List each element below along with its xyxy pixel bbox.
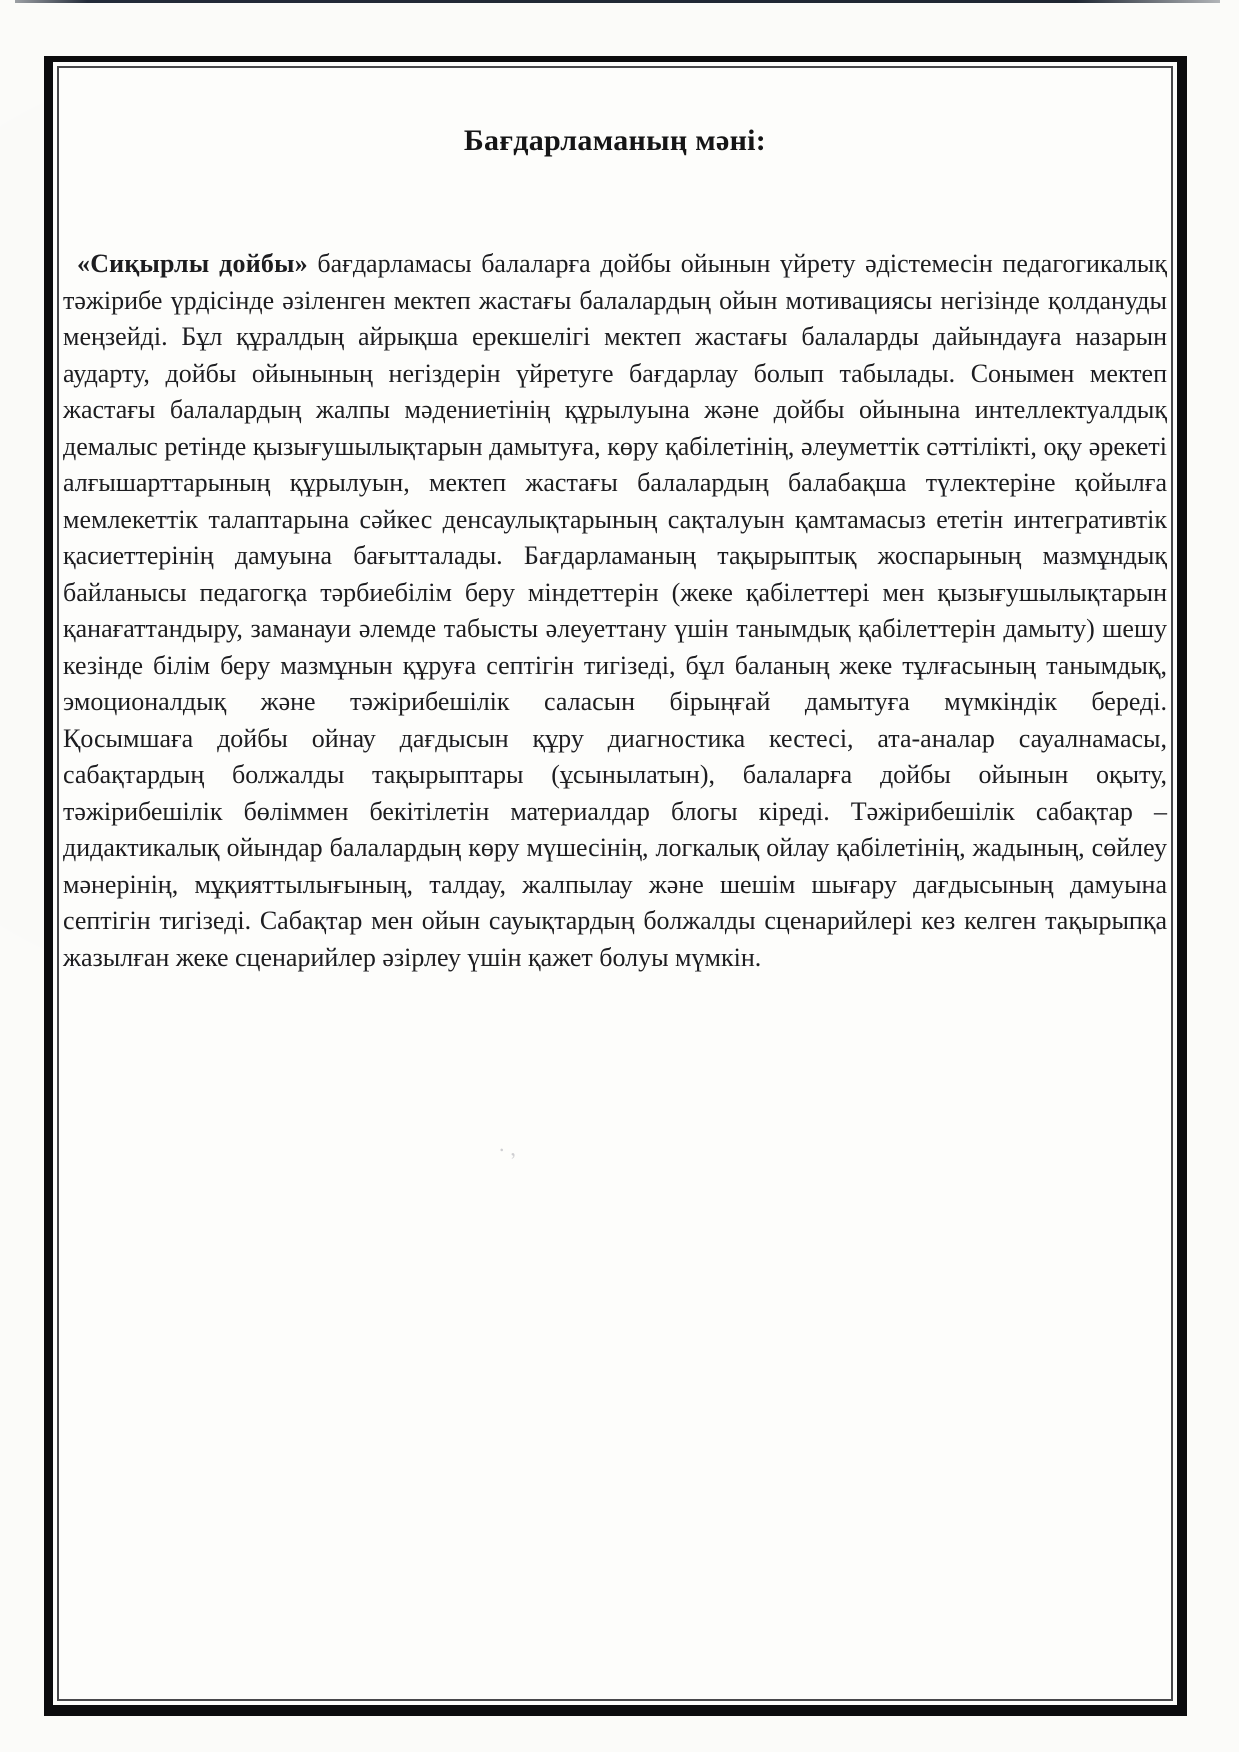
program-name-bold: «Сиқырлы дойбы» xyxy=(77,249,308,278)
scan-edge-line xyxy=(15,0,1220,3)
pencil-mark: ·, xyxy=(495,1134,521,1163)
body-paragraph xyxy=(63,246,1167,976)
page-title: Бағдарламаның мәні: xyxy=(463,124,767,157)
paragraph-text-1: бағдарламасы балаларға дойбы ойынын үйрету әдістемесін педагогикалық тәжірибе үрдісінде әзіленген мектеп жастағы балалардың ойын мотивациясы негізінде қолдануды меңзейді. Бұл құралдың айрықша ерекшелігі мектеп жастағы балаларды дайындауға назарын аударту, дойбы ойынының негіздерін үйретуге бағдарлау болып табылады. Сонымен мектеп жастағы балалардың жалпы мәдениетінің құрылуына және дойбы ойынына интеллектуалдық демалыс ретінде қызығушылықтарын дамытуға, көру қабілетінің, әлеуметтік сәттілікті, оқу әрекеті алғышарттарының құрылуын, мектеп жастағы балалардың балабақша түлектеріне қойылға мемлекеттік талаптарына сәйкес денсаулықтарының сақталуын қамтамасыз ететін интегративтік қасиеттерінің дамуына бағытталады. Бағдарламаның тақырыптық жоспарының мазмұндық байланысы педагогқа тәрбиебілім беру міндеттерін (жеке қабілеттері мен қызығушылықтарын қанағаттандыру, заманауи әлемде табысты әлеуеттану үшін танымдық қабілеттерін дамыту) шешу кезінде білім беру мазмұнын құруға септігін тигізеді, бұл баланың жеке тұлғасының танымдық, эмоционалдық және тәжірибешілік саласын бірыңғай дамытуға мүмкіндік береді. xyxy=(63,249,1167,716)
page-border-frame xyxy=(44,56,1187,1716)
paragraph-segment-2: Қосымшаға дойбы ойнау дағдысын құру диагностика кестесі, ата-аналар сауалнамасы, сабақтардың болжалды тақырыптары (ұсынылатын), балаларға дойбы ойынын оқыту, тәжірибешілік бөліммен бекітілетін материалдар блогы кіреді. Тәжірибешілік сабақтар – дидактикалық ойындар балалардың көру мүшесінің, логкалық ойлау қабілетінің, жадының, сөйлеу мәнерінің, мұқияттылығының, талдау, жалпылау және шешім шығару дағдысының дамуына септігін тигізеді. Сабақтар мен ойын сауықтардың болжалды сценарийлері кез келген тақырыпқа жазылған жеке сценарийлер әзірлеу үшін қажет болуы мүмкін. xyxy=(63,723,1167,972)
paragraph-segment-1 xyxy=(63,246,1167,721)
page-content xyxy=(61,68,1169,1699)
